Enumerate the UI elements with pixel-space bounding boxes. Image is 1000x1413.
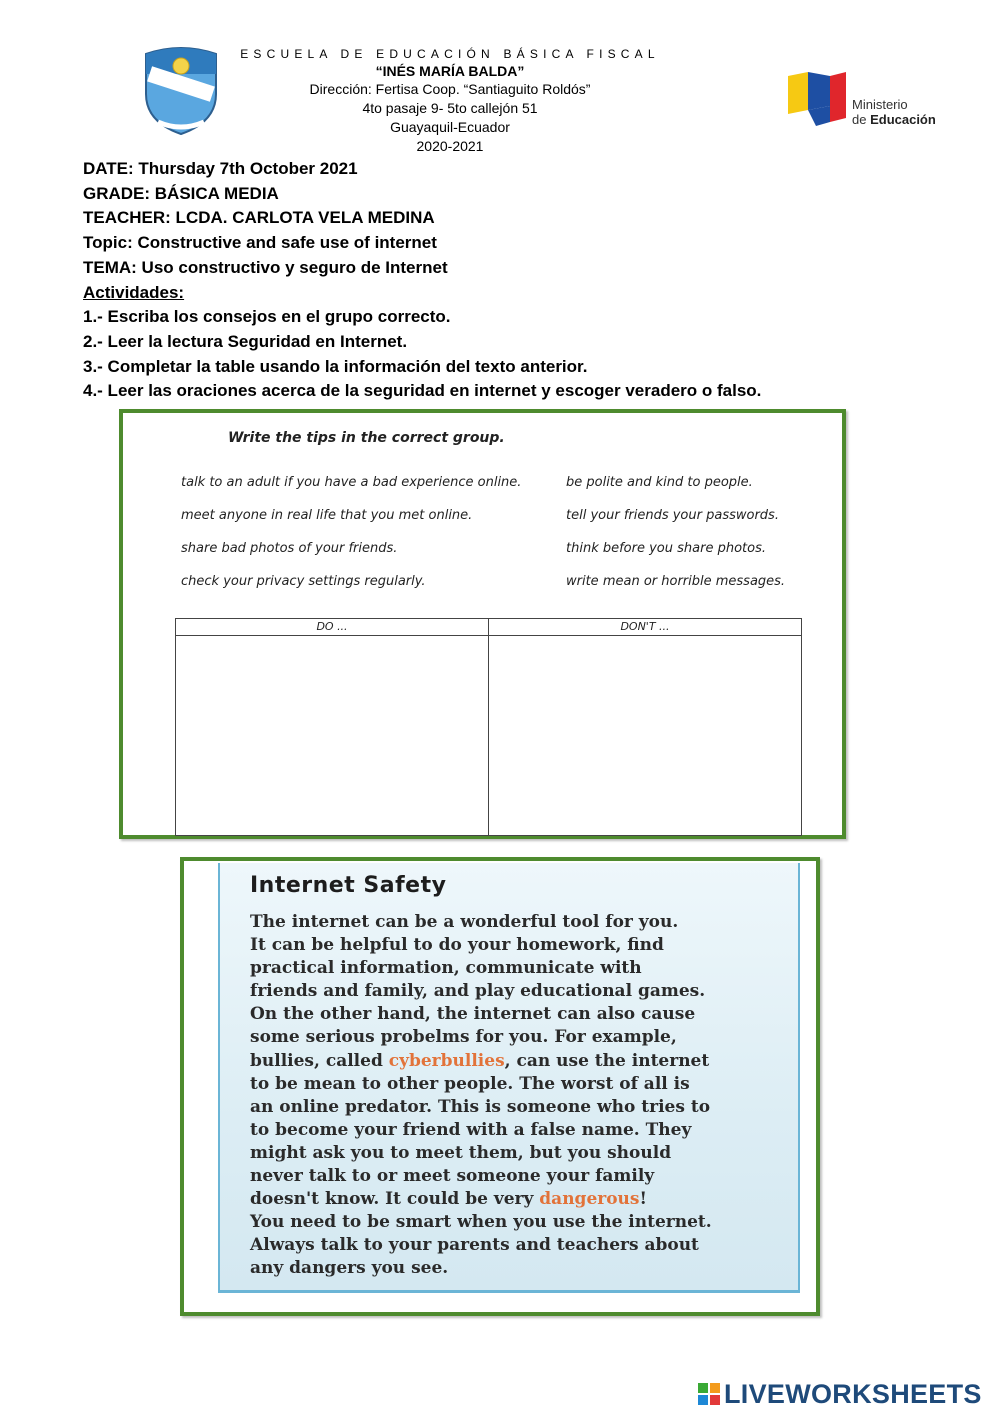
do-drop-zone[interactable]	[176, 636, 488, 835]
reading-line: to become your friend with a false name. They	[250, 1119, 692, 1140]
tip-item[interactable]: think before you share photos.	[566, 541, 766, 556]
highlight-cyberbullies: cyberbullies	[388, 1050, 505, 1071]
do-column	[176, 619, 488, 835]
teacher-line: TEACHER: LCDA. CARLOTA VELA MEDINA	[83, 208, 435, 228]
tips-exercise-box	[119, 409, 846, 839]
school-address-2: 4to pasaje 9- 5to callejón 51	[362, 100, 538, 116]
activity-item: 3.- Completar la table usando la información del texto anterior.	[83, 356, 588, 376]
topic-line: Topic: Constructive and safe use of internet	[83, 233, 437, 253]
school-crest-logo	[138, 44, 224, 136]
reading-line: friends and family, and play educational games.	[250, 981, 706, 1002]
dont-drop-zone[interactable]	[489, 636, 801, 835]
tip-item[interactable]: check your privacy settings regularly.	[181, 574, 426, 589]
reading-line	[250, 1050, 790, 1073]
reading-text	[250, 911, 790, 1281]
school-year: 2020-2021	[416, 138, 484, 154]
tip-item[interactable]: be polite and kind to people.	[566, 475, 753, 490]
reading-line: The internet can be a wonderful tool for you.	[250, 912, 679, 932]
reading-panel	[218, 863, 800, 1293]
reading-line: practical information, communicate with	[250, 958, 642, 979]
reading-line: On the other hand, the internet can also cause	[250, 1004, 696, 1025]
activity-item: 2.- Leer la lectura Seguridad en Internet.	[83, 331, 408, 351]
activity-item: 1.- Escriba los consejos en el grupo correcto.	[83, 307, 451, 327]
reading-line: It can be helpful to do your homework, find	[250, 935, 664, 956]
dont-header: DON'T ...	[489, 619, 801, 636]
ministry-line-2-bold: Educación	[870, 112, 936, 127]
reading-text-part: , can use the internet	[504, 1050, 710, 1071]
activity-item: 4.- Leer las oraciones acerca de la seguridad en internet y escoger veradero o falso.	[83, 381, 762, 401]
tip-item[interactable]: share bad photos of your friends.	[181, 541, 398, 556]
reading-line: might ask you to meet them, but you should	[250, 1142, 672, 1163]
dont-column	[488, 619, 801, 835]
tema-line: TEMA: Uso constructivo y seguro de Internet	[83, 257, 448, 277]
reading-text-part: bullies, called	[250, 1050, 389, 1071]
school-address-1: Dirección: Fertisa Coop. “Santiaguito Roldós”	[309, 81, 591, 97]
reading-line: an online predator. This is someone who tries to	[250, 1096, 711, 1117]
do-header: DO ...	[176, 619, 488, 636]
tip-item[interactable]: meet anyone in real life that you met online.	[181, 508, 473, 523]
ministry-line-2-prefix: de	[852, 112, 871, 127]
tip-item[interactable]: talk to an adult if you have a bad experience online.	[181, 475, 522, 490]
reading-box	[180, 857, 820, 1316]
reading-line	[250, 1188, 790, 1211]
reading-line: You need to be smart when you use the internet.	[250, 1212, 712, 1233]
reading-text-part: doesn't know. It could be very	[250, 1189, 540, 1210]
reading-line: never talk to or meet someone your family	[250, 1166, 655, 1187]
liveworksheets-watermark: LIVEWORKSHEETS	[724, 1379, 982, 1409]
reading-text-part: !	[639, 1189, 647, 1210]
tip-item[interactable]: write mean or horrible messages.	[566, 574, 786, 589]
reading-line: some serious probelms for you. For example,	[250, 1027, 677, 1048]
ministry-flag-logo	[786, 70, 848, 128]
ministry-line-2	[852, 112, 936, 127]
liveworksheets-logo-icon	[698, 1383, 720, 1405]
activities-label: Actividades:	[83, 282, 185, 302]
reading-title: Internet Safety	[250, 873, 447, 898]
school-name: “INÉS MARÍA BALDA”	[375, 63, 525, 79]
tip-item[interactable]: tell your friends your passwords.	[566, 508, 779, 523]
do-dont-table	[175, 618, 802, 836]
school-type: ESCUELA DE EDUCACIÓN BÁSICA FISCAL	[240, 47, 660, 61]
grade-line: GRADE: BÁSICA MEDIA	[83, 183, 279, 203]
highlight-dangerous: dangerous	[539, 1189, 640, 1210]
reading-line: any dangers you see.	[250, 1258, 449, 1279]
worksheet-info	[83, 157, 963, 404]
reading-line: Always talk to your parents and teachers about	[250, 1235, 699, 1256]
tips-title: Write the tips in the correct group.	[228, 430, 505, 446]
ministry-line-1: Ministerio	[852, 97, 908, 112]
ministry-name	[852, 97, 936, 127]
reading-line: to be mean to other people. The worst of all is	[250, 1073, 690, 1094]
school-city: Guayaquil-Ecuador	[390, 119, 510, 135]
date-line: DATE: Thursday 7th October 2021	[83, 159, 358, 178]
